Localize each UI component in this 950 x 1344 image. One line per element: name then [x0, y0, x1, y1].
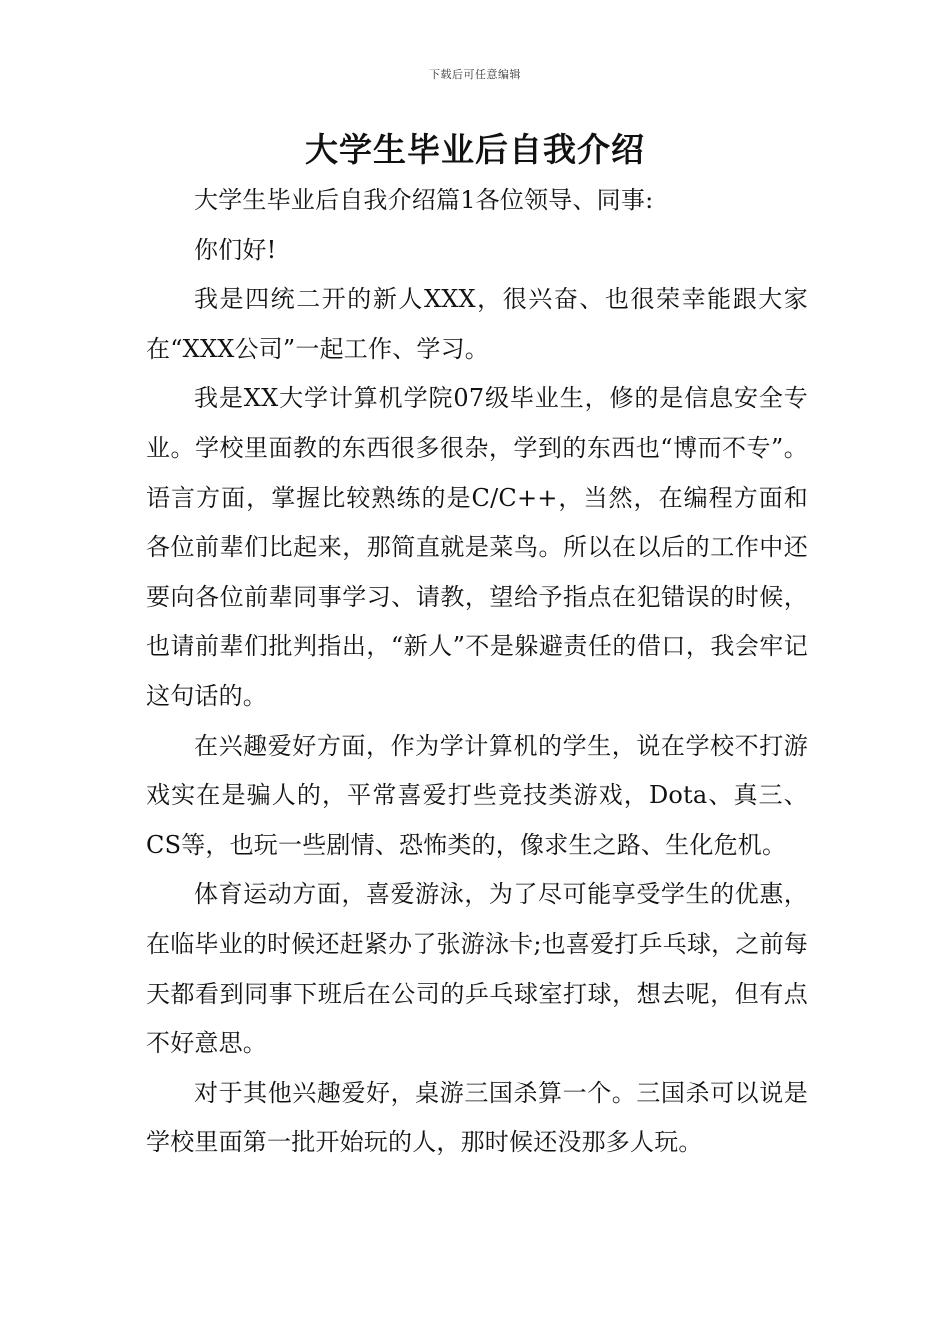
document-body [146, 176, 808, 1168]
header-note: 下载后可任意编辑 [429, 68, 521, 81]
paragraph: 体育运动方面，喜爱游泳，为了尽可能享受学生的优惠，在临毕业的时候还赶紧办了张游泳卡;也喜爱打乒乓球，之前每天都看到同事下班后在公司的乒乓球室打球，想去呢，但有点不好意思。 [146, 880, 808, 1058]
paragraph: 大学生毕业后自我介绍篇1各位领导、同事: [194, 186, 654, 214]
paragraph: 我是XX大学计算机学院07级毕业生，修的是信息安全专业。学校里面教的东西很多很杂，学到的东西也“博而不专”。语言方面，掌握比较熟练的是C/C++，当然，在编程方面和各位前辈们比起来，那简直就是菜鸟。所以在以后的工作中还要向各位前辈同事学习、请教，望给予指点在犯错误的时候，也请前辈们批判指出，“新人”不是躲避责任的借口，我会牢记这句话的。 [146, 384, 808, 710]
paragraph: 我是四统二开的新人XXX，很兴奋、也很荣幸能跟大家在“XXX公司”一起工作、学习。 [146, 285, 808, 363]
paragraph: 对于其他兴趣爱好，桌游三国杀算一个。三国杀可以说是学校里面第一批开始玩的人，那时候还没那多人玩。 [146, 1078, 808, 1157]
paragraph: 在兴趣爱好方面，作为学计算机的学生，说在学校不打游戏实在是骗人的，平常喜爱打些竞技类游戏，Dota、真三、CS等，也玩一些剧情、恐怖类的，像求生之路、生化危机。 [146, 731, 808, 859]
document-title: 大学生毕业后自我介绍 [305, 130, 645, 169]
paragraph: 你们好! [194, 235, 277, 264]
